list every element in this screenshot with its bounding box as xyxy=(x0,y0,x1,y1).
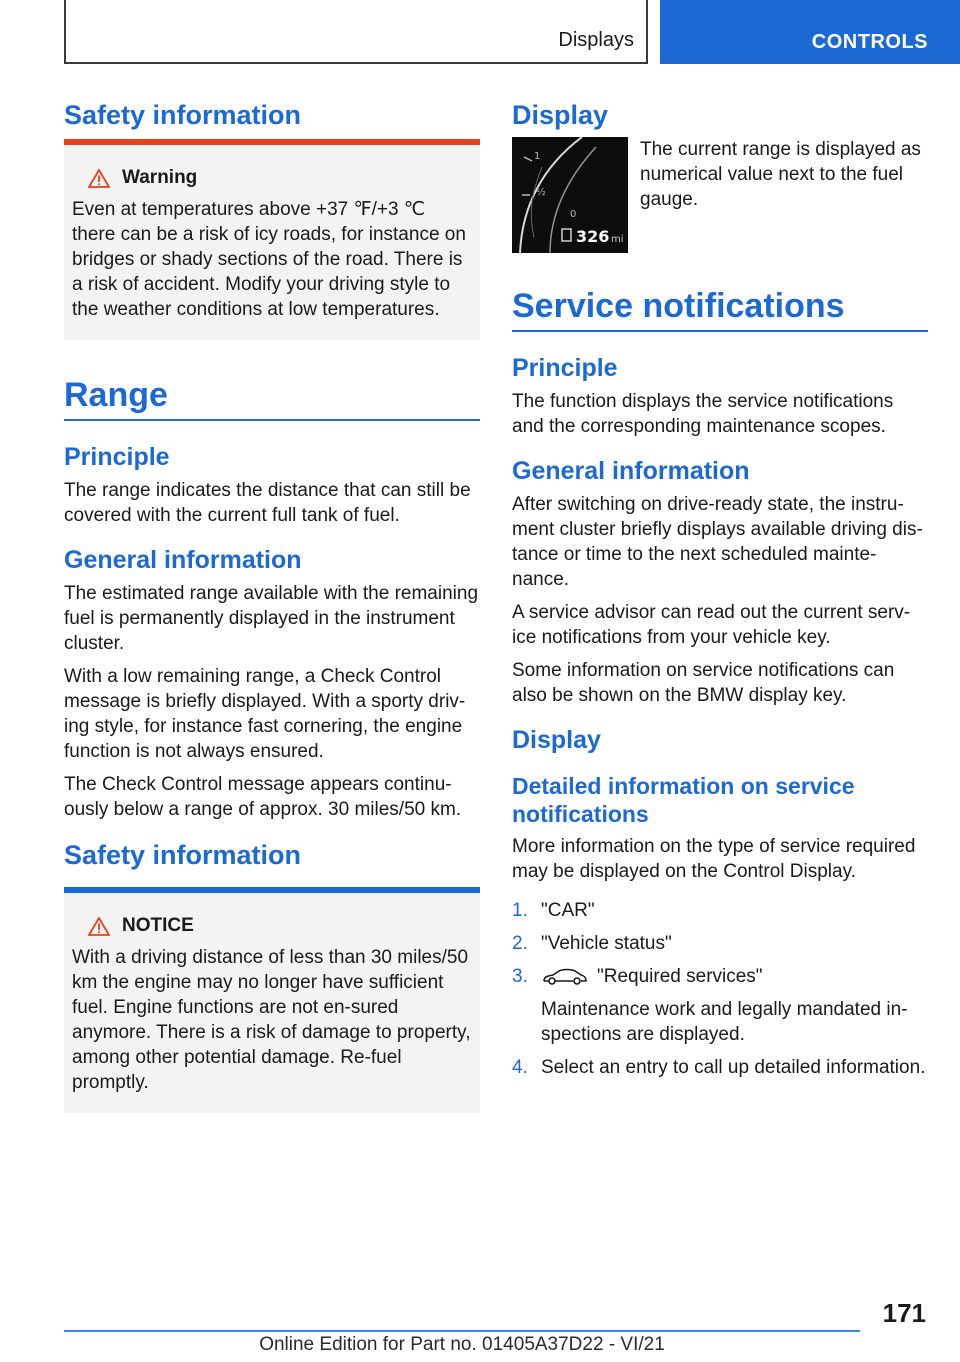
header-chapter-label: CONTROLS xyxy=(811,31,928,53)
step-item xyxy=(512,898,928,923)
range-unit: mi xyxy=(611,234,624,245)
steps-list xyxy=(512,898,928,1080)
header-section-tab xyxy=(64,0,648,64)
header-section-label: Displays xyxy=(558,29,634,51)
warning-title-row xyxy=(88,167,472,189)
step-item xyxy=(512,964,928,1047)
principle-heading: Principle xyxy=(512,354,618,382)
display-heading-2: Display xyxy=(512,726,601,754)
step-number: 4. xyxy=(512,1057,528,1079)
warning-box xyxy=(64,139,480,340)
step-item xyxy=(512,1055,928,1080)
step-subtext: Maintenance work and legally mandated in‐spections are displayed. xyxy=(541,999,908,1046)
safety-heading-2: Safety information xyxy=(64,840,302,870)
notice-box xyxy=(64,887,480,1113)
header-chapter-tab xyxy=(660,0,960,64)
footer-edition: Online Edition for Part no. 01405A37D22 - VI/21 xyxy=(259,1334,665,1355)
notice-title: NOTICE xyxy=(122,915,194,936)
general-paragraph: A service advisor can read out the current serv‐ice notifications from your vehicle key. xyxy=(512,602,911,648)
step-text: "Vehicle status" xyxy=(541,933,672,955)
step-text: "Required services" xyxy=(597,966,763,988)
warning-triangle-icon xyxy=(88,917,110,936)
step-number: 2. xyxy=(512,933,528,955)
notice-title-row xyxy=(88,915,472,937)
general-paragraph: The Check Control message appears continu‐ously below a range of approx. 30 miles/50 km. xyxy=(64,774,462,820)
detailed-info-text: More information on the type of service required may be displayed on the Control Display. xyxy=(512,836,916,883)
principle-heading: Principle xyxy=(64,443,170,471)
left-column xyxy=(64,100,480,1113)
right-column xyxy=(512,100,928,1088)
gauge-scale-low: 0 xyxy=(570,209,577,220)
safety-heading: Safety information xyxy=(64,100,302,130)
step-text: "CAR" xyxy=(541,900,595,922)
general-paragraph: Some information on service notifications can also be shown on the BMW display key. xyxy=(512,660,895,706)
notice-text: With a driving distance of less than 30 miles/50 km the engine may no longer have sufficient fuel. Engine functions are not en‐sured anymore. There is a risk of damage to property, among other potential damage. Re‐fuel promptly. xyxy=(72,947,471,1093)
warning-text: Even at temperatures above +37 ℉/+3 ℃ there can be a risk of icy roads, for instance on bridges or shady sections of the road. There is a risk of accident. Modify your driving style to the weather conditions at low temperatures. xyxy=(72,199,466,320)
warning-triangle-icon xyxy=(88,169,110,188)
gauge-scale-top: 1 xyxy=(534,151,541,162)
step-text: Select an entry to call up detailed information. xyxy=(541,1057,926,1079)
fuel-gauge-image xyxy=(512,137,628,253)
display-heading: Display xyxy=(512,100,609,130)
general-paragraph: After switching on drive-ready state, the instru‐ment cluster briefly displays available driving dis‐tance or time to the next scheduled mainte‐nance. xyxy=(512,494,923,590)
detailed-info-heading: Detailed information on service notifications xyxy=(512,773,855,827)
step-number: 1. xyxy=(512,900,528,922)
general-paragraph: The estimated range available with the remaining fuel is permanently displayed in the instrument cluster. xyxy=(64,583,479,654)
range-value: 326 xyxy=(576,227,610,246)
range-heading: Range xyxy=(64,376,480,421)
step-item xyxy=(512,931,928,956)
step-number: 3. xyxy=(512,966,528,988)
principle-text: The range indicates the distance that can still be covered with the current full tank of fuel. xyxy=(64,480,471,526)
principle-text: The function displays the service notifications and the corresponding maintenance scopes. xyxy=(512,391,894,437)
general-paragraph: With a low remaining range, a Check Control message is briefly displayed. With a sporty driv‐ing style, for instance fast cornering, the engine function is not always ensured. xyxy=(64,666,466,762)
footer-divider xyxy=(64,1330,860,1332)
warning-title: Warning xyxy=(122,167,198,188)
display-row xyxy=(512,137,928,253)
car-icon xyxy=(541,968,589,986)
service-notifications-heading: Service notifications xyxy=(512,287,928,332)
page-number: 171 xyxy=(882,1298,926,1328)
gauge-scale-mid: ½ xyxy=(536,187,546,198)
display-text: The current range is displayed as numerical value next to the fuel gauge. xyxy=(640,139,921,210)
general-info-heading: General information xyxy=(512,457,750,485)
general-info-heading: General information xyxy=(64,546,302,574)
